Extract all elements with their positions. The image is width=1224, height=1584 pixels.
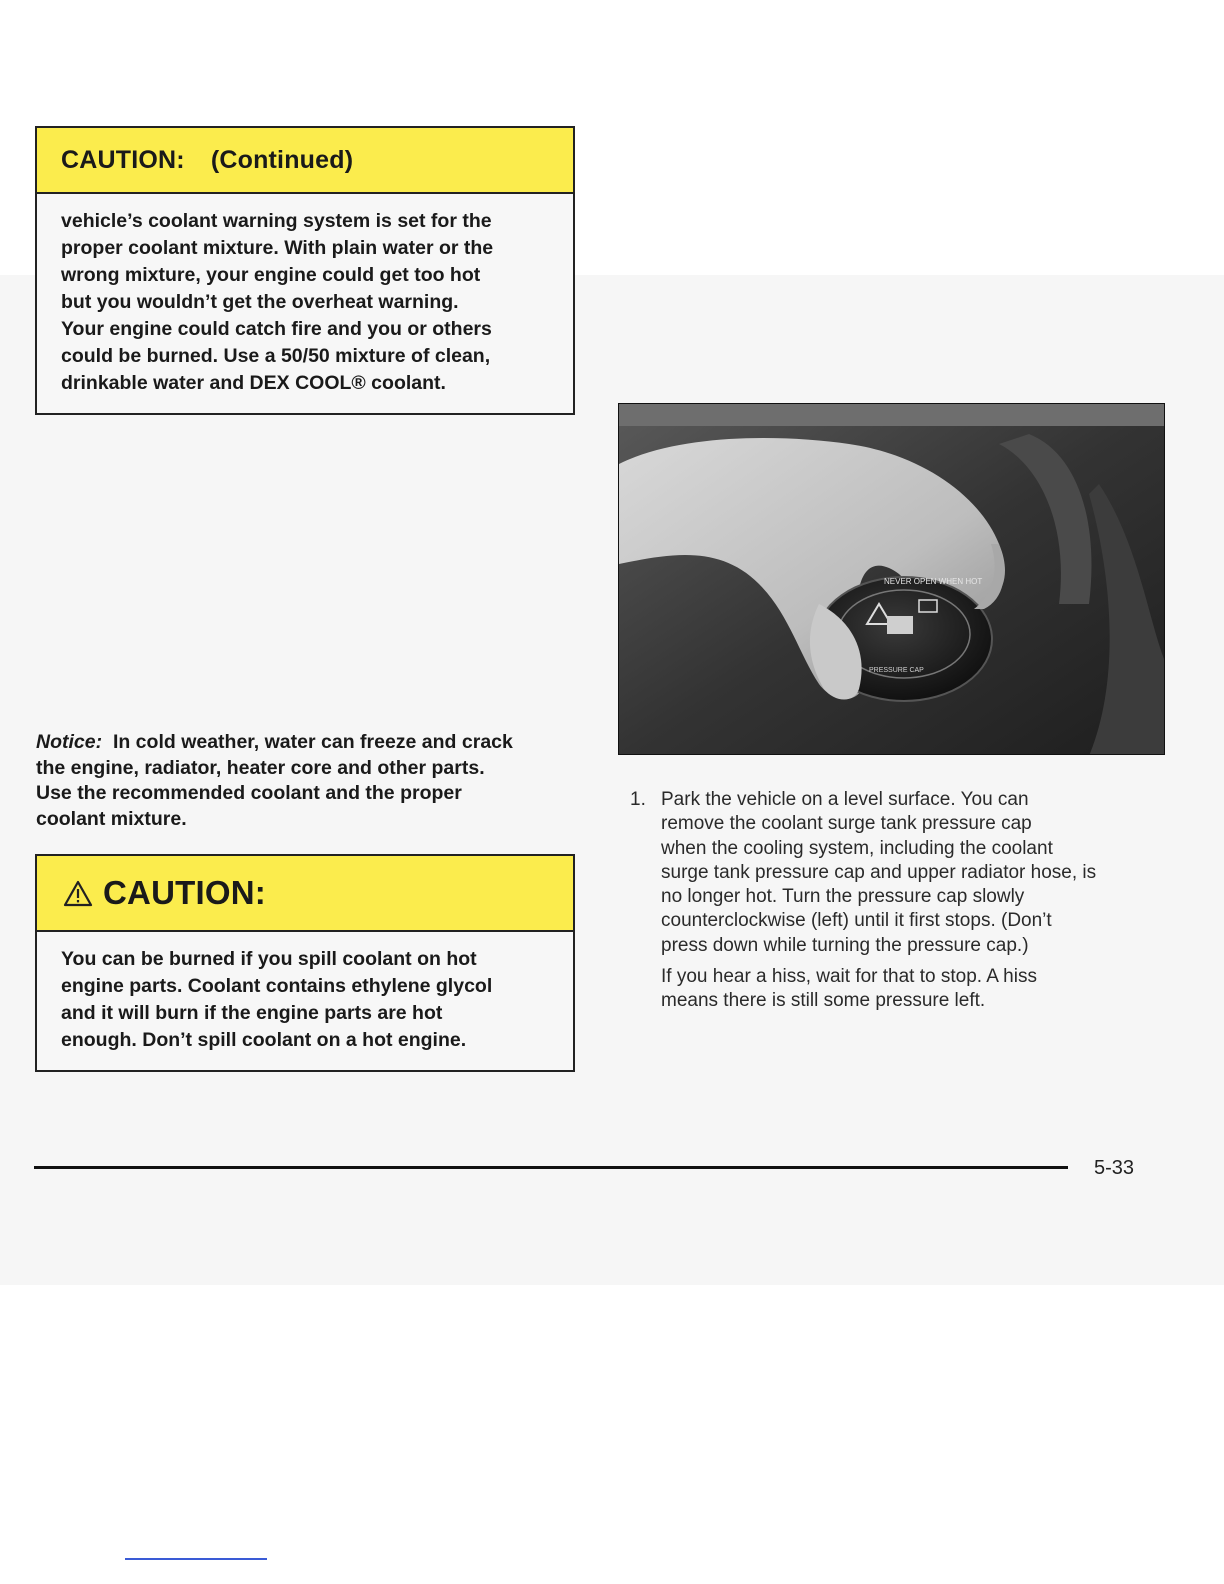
caution-continued-header xyxy=(37,128,573,194)
footer-rule xyxy=(34,1166,1068,1169)
caution-line: drinkable water and DEX COOL® coolant. xyxy=(61,372,446,394)
notice-line: the engine, radiator, heater core and other parts. xyxy=(36,756,485,779)
caution-line: but you wouldn’t get the overheat warning. xyxy=(61,291,459,313)
caution-line: engine parts. Coolant contains ethylene glycol xyxy=(61,975,493,997)
step-1 xyxy=(630,788,1190,1014)
step-note xyxy=(661,965,1190,1014)
caution-line: wrong mixture, your engine could get too hot xyxy=(61,264,481,286)
step-line: when the cooling system, including the coolant xyxy=(661,837,1053,859)
step-line: surge tank pressure cap and upper radiator hose, is xyxy=(661,861,1097,883)
step-line: Park the vehicle on a level surface. You can xyxy=(661,789,1029,810)
step-number: 1. xyxy=(630,789,646,810)
caution-line: You can be burned if you spill coolant on hot xyxy=(61,948,477,970)
caution-title: CAUTION: xyxy=(103,874,266,911)
caution-line: could be burned. Use a 50/50 mixture of clean, xyxy=(61,345,491,367)
notice-line: coolant mixture. xyxy=(36,807,187,830)
step-text xyxy=(661,788,1190,958)
caution-line: and it will burn if the engine parts are hot xyxy=(61,1002,443,1024)
caution-line: enough. Don’t spill coolant on a hot engine. xyxy=(61,1029,467,1051)
notice-label: Notice: xyxy=(36,731,103,753)
step-note-line: means there is still some pressure left. xyxy=(661,990,986,1012)
caution-line: proper coolant mixture. With plain water or the xyxy=(61,237,494,259)
caution-body xyxy=(37,932,573,1070)
caution-box xyxy=(35,854,575,1072)
notice-line: In cold weather, water can freeze and crack xyxy=(112,731,513,753)
step-line: counterclockwise (left) until it first stops. (Don’t xyxy=(661,910,1052,932)
pressure-cap-photo xyxy=(618,403,1165,755)
cap-warning-text: NEVER OPEN WHEN HOT xyxy=(884,577,983,586)
caution-continued-label: (Continued) xyxy=(210,145,354,174)
notice-line: Use the recommended coolant and the proper xyxy=(36,782,462,804)
notice-paragraph xyxy=(36,730,596,832)
caution-continued-body xyxy=(37,194,573,413)
page-number: 5-33 xyxy=(1094,1157,1135,1179)
bottom-link-underline[interactable] xyxy=(125,1558,267,1560)
warning-triangle-icon xyxy=(63,880,93,907)
cap-label-text: PRESSURE CAP xyxy=(869,667,924,674)
caution-line: vehicle’s coolant warning system is set for the xyxy=(61,210,492,232)
caution-continued-box xyxy=(35,126,575,415)
step-line: no longer hot. Turn the pressure cap slowly xyxy=(661,886,1025,908)
step-line: remove the coolant surge tank pressure cap xyxy=(661,813,1032,835)
caution-title: CAUTION: xyxy=(61,145,185,174)
step-note-line: If you hear a hiss, wait for that to stop. A hiss xyxy=(661,966,1037,988)
pressure-cap-illustration xyxy=(619,404,1165,755)
caution-header xyxy=(37,856,573,932)
caution-line: Your engine could catch fire and you or others xyxy=(61,318,492,340)
step-line: press down while turning the pressure cap.) xyxy=(661,934,1029,956)
